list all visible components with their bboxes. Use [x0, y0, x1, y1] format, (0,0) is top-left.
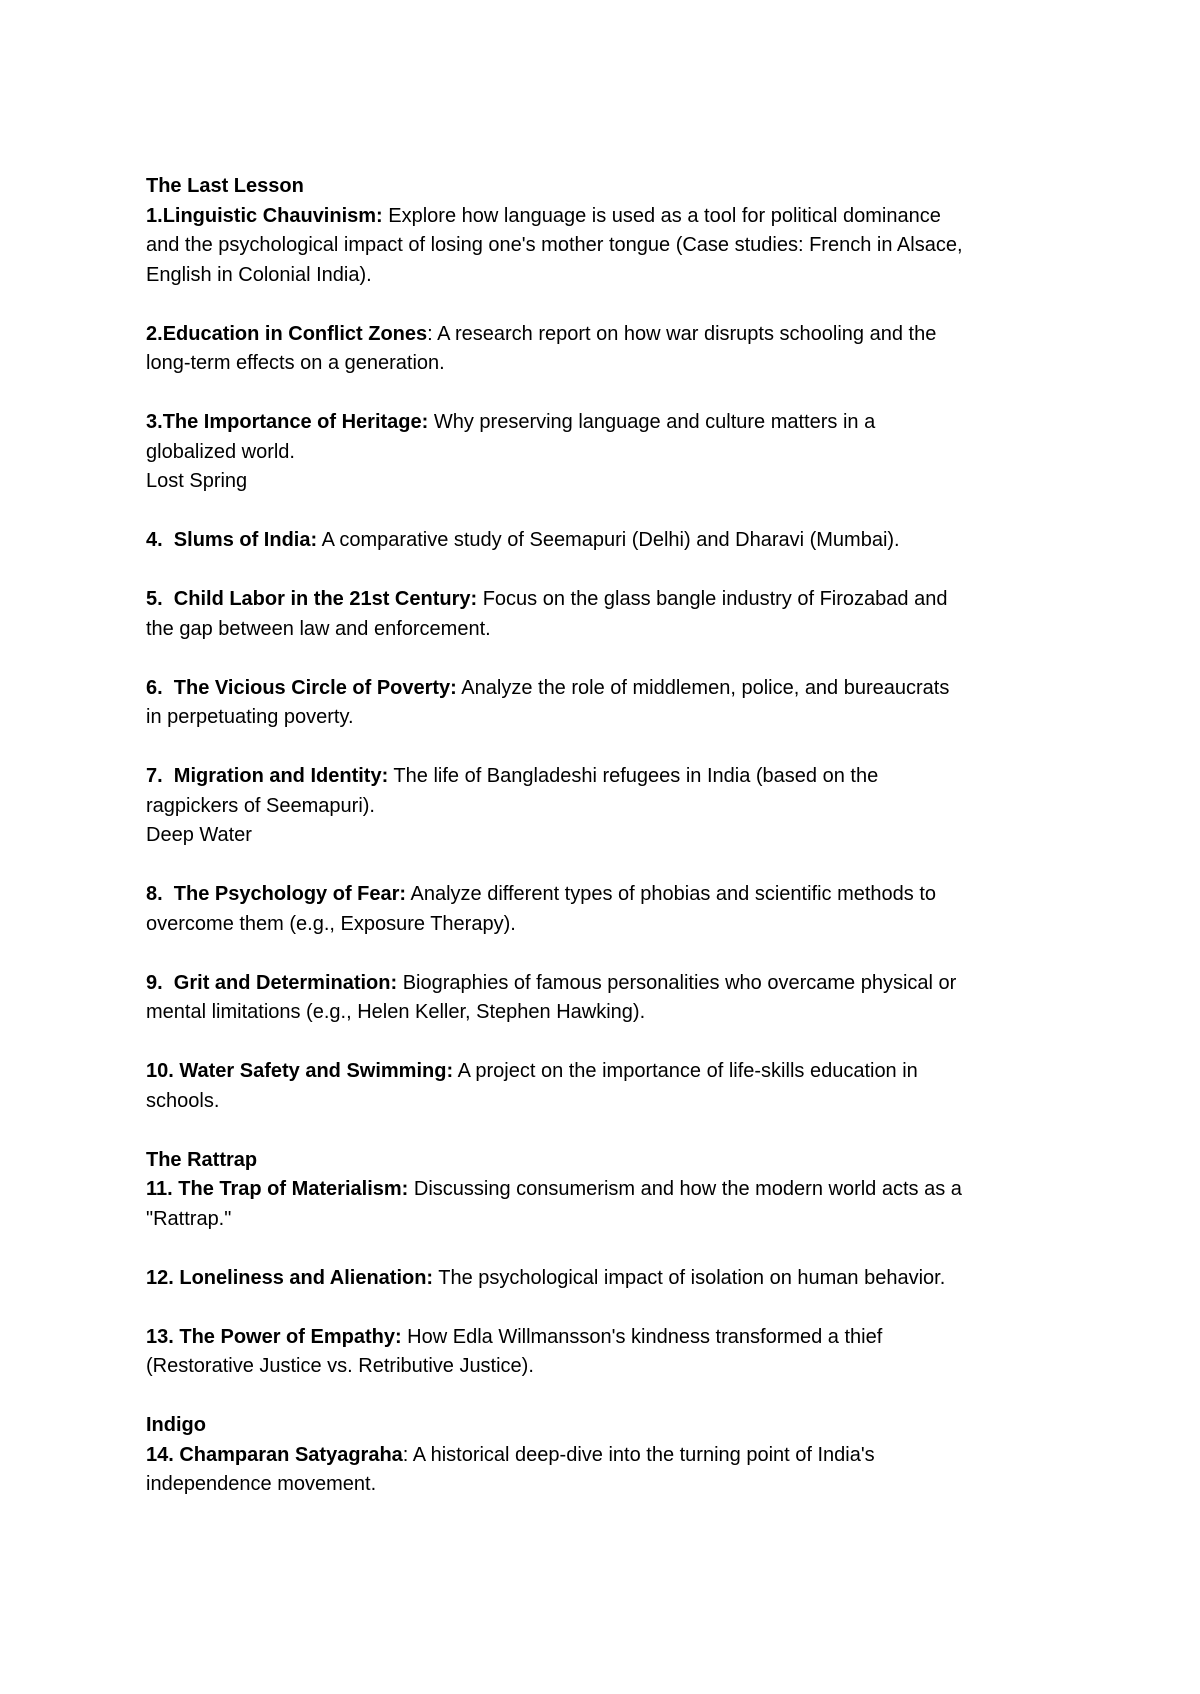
- item-number: 9.: [146, 971, 174, 994]
- item-number: 5.: [146, 588, 174, 610]
- section-heading: Lost Spring: [146, 470, 248, 492]
- list-item: [146, 1264, 1076, 1294]
- item-title: Education in Conflict Zones: [162, 322, 428, 345]
- item-text: ragpickers of Seemapuri).: [146, 794, 375, 817]
- list-item: [146, 202, 1076, 291]
- document-page: [146, 172, 1076, 1529]
- item-title: The Importance of Heritage:: [162, 411, 429, 433]
- item-title: Child Labor in the 21st Century:: [173, 588, 478, 610]
- item-number: 3.: [146, 411, 163, 433]
- list-item: [146, 1323, 1076, 1382]
- item-text: (Restorative Justice vs. Retributive Justice).: [146, 1355, 534, 1377]
- item-number: 8.: [146, 883, 174, 905]
- item-text: : A historical deep-dive into the turning point of India's: [402, 1443, 875, 1466]
- item-number: 12.: [146, 1266, 180, 1289]
- item-text: long-term effects on a generation.: [146, 352, 445, 374]
- item-title: Grit and Determination:: [173, 971, 398, 994]
- item-text: globalized world.: [146, 440, 295, 463]
- item-text: mental limitations (e.g., Helen Keller, Stephen Hawking).: [146, 1001, 646, 1023]
- item-title: Linguistic Chauvinism:: [162, 204, 383, 227]
- item-number: 6.: [146, 676, 174, 699]
- item-text: Explore how language is used as a tool for political dominance: [382, 204, 941, 227]
- item-text: The life of Bangladeshi refugees in India (based on the: [388, 765, 879, 787]
- item-title: The Vicious Circle of Poverty:: [173, 676, 457, 699]
- item-title: The Trap of Materialism:: [178, 1178, 409, 1200]
- list-item: [146, 1175, 1076, 1234]
- item-title: Slums of India:: [173, 529, 318, 551]
- list-item: [146, 1441, 1076, 1500]
- item-title: Champaran Satyagraha: [179, 1443, 403, 1466]
- item-text: the gap between law and enforcement.: [146, 617, 491, 640]
- item-title: The Psychology of Fear:: [173, 883, 407, 905]
- section-heading: Indigo: [146, 1414, 206, 1436]
- list-item: [146, 408, 1076, 467]
- list-item: [146, 526, 1076, 556]
- list-item: [146, 880, 1076, 939]
- item-text: Analyze the role of middlemen, police, and bureaucrats: [456, 676, 950, 699]
- item-text: A project on the importance of life-skills education in: [453, 1060, 918, 1082]
- item-title: Loneliness and Alienation:: [179, 1266, 434, 1289]
- list-item: [146, 969, 1076, 1028]
- list-item: [146, 320, 1076, 379]
- item-text: in perpetuating poverty.: [146, 706, 354, 728]
- item-text: How Edla Willmansson's kindness transformed a thief: [401, 1325, 883, 1348]
- item-text: The psychological impact of isolation on human behavior.: [433, 1266, 946, 1289]
- item-number: 7.: [146, 765, 174, 787]
- item-text: Biographies of famous personalities who overcame physical or: [397, 971, 957, 994]
- item-text: Analyze different types of phobias and scientific methods to: [406, 883, 937, 905]
- section-heading: The Rattrap: [146, 1148, 258, 1171]
- list-item: [146, 674, 1076, 733]
- item-text: A comparative study of Seemapuri (Delhi) and Dharavi (Mumbai).: [317, 529, 900, 551]
- item-title: Migration and Identity:: [173, 765, 389, 787]
- list-item: [146, 1057, 1076, 1116]
- list-item: [146, 762, 1076, 821]
- item-number: 4.: [146, 529, 174, 551]
- list-item: [146, 585, 1076, 644]
- item-title: The Power of Empathy:: [179, 1325, 402, 1348]
- section-heading: The Last Lesson: [146, 175, 304, 197]
- item-text: "Rattrap.": [146, 1207, 232, 1230]
- item-text: Why preserving language and culture matters in a: [428, 411, 876, 433]
- item-text: independence movement.: [146, 1473, 377, 1495]
- item-text: English in Colonial India).: [146, 263, 372, 286]
- item-number: 1.: [146, 204, 163, 227]
- item-text: : A research report on how war disrupts schooling and the: [427, 322, 937, 345]
- item-text: Discussing consumerism and how the modern world acts as a: [408, 1178, 962, 1200]
- item-title: Water Safety and Swimming:: [179, 1060, 454, 1082]
- item-number: 13.: [146, 1325, 180, 1348]
- item-text: schools.: [146, 1089, 220, 1112]
- item-number: 2.: [146, 322, 163, 345]
- item-text: and the psychological impact of losing one's mother tongue (Case studies: French in Alsace,: [146, 234, 963, 256]
- item-text: overcome them (e.g., Exposure Therapy).: [146, 912, 516, 935]
- item-number: 11.: [146, 1178, 179, 1200]
- item-text: Focus on the glass bangle industry of Firozabad and: [477, 588, 948, 610]
- section-heading: Deep Water: [146, 824, 252, 846]
- item-number: 14.: [146, 1443, 180, 1466]
- item-number: 10.: [146, 1060, 180, 1082]
